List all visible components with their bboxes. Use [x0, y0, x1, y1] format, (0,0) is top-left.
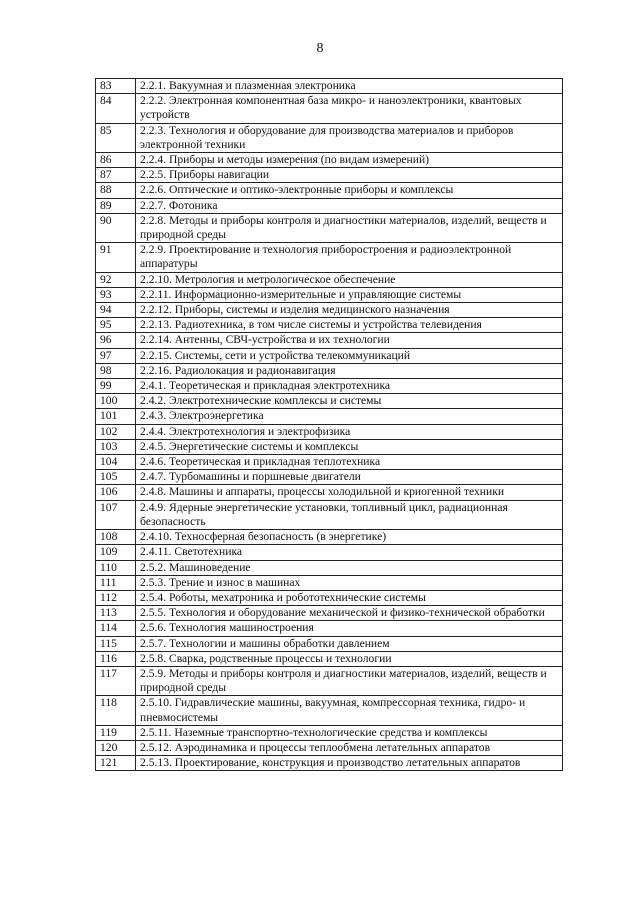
row-number: 107: [96, 500, 136, 529]
row-number: 114: [96, 621, 136, 636]
table-row: [96, 725, 563, 740]
specialty-name: 2.4.8. Машины и аппараты, процессы холодильной и криогенной техники: [136, 485, 563, 500]
specialty-name: 2.5.4. Роботы, мехатроника и робототехнические системы: [136, 590, 563, 605]
row-number: 106: [96, 485, 136, 500]
table-row: [96, 409, 563, 424]
specialty-name: 2.5.13. Проектирование, конструкция и производство летательных аппаратов: [136, 756, 563, 771]
table-row: [96, 756, 563, 771]
table-row: [96, 439, 563, 454]
table-row: [96, 621, 563, 636]
specialty-name: 2.5.9. Методы и приборы контроля и диагностики материалов, изделий, веществ и природной среды: [136, 666, 563, 695]
row-number: 110: [96, 560, 136, 575]
row-number: 86: [96, 153, 136, 168]
table-row: [96, 651, 563, 666]
row-number: 118: [96, 696, 136, 725]
specialty-name: 2.2.1. Вакуумная и плазменная электроника: [136, 79, 563, 94]
specialty-name: 2.5.6. Технология машиностроения: [136, 621, 563, 636]
row-number: 115: [96, 636, 136, 651]
specialty-name: 2.5.11. Наземные транспортно-технологические средства и комплексы: [136, 725, 563, 740]
table-row: [96, 318, 563, 333]
table-row: [96, 530, 563, 545]
specialty-name: 2.4.4. Электротехнология и электрофизика: [136, 424, 563, 439]
specialty-name: 2.2.15. Системы, сети и устройства телекоммуникаций: [136, 348, 563, 363]
table-row: [96, 333, 563, 348]
specialty-name: 2.4.9. Ядерные энергетические установки, топливный цикл, радиационная безопасность: [136, 500, 563, 529]
row-number: 91: [96, 243, 136, 272]
row-number: 93: [96, 287, 136, 302]
specialty-name: 2.2.12. Приборы, системы и изделия медицинского назначения: [136, 303, 563, 318]
row-number: 95: [96, 318, 136, 333]
table-row: [96, 213, 563, 242]
row-number: 92: [96, 272, 136, 287]
specialty-name: 2.5.12. Аэродинамика и процессы теплообмена летательных аппаратов: [136, 740, 563, 755]
table-row: [96, 272, 563, 287]
row-number: 113: [96, 606, 136, 621]
specialty-name: 2.5.5. Технология и оборудование механической и физико-технической обработки: [136, 606, 563, 621]
row-number: 108: [96, 530, 136, 545]
row-number: 83: [96, 79, 136, 94]
specialty-name: 2.5.2. Машиноведение: [136, 560, 563, 575]
specialties-table-body: [96, 79, 563, 771]
specialty-name: 2.2.8. Методы и приборы контроля и диагностики материалов, изделий, веществ и природной среды: [136, 213, 563, 242]
row-number: 98: [96, 363, 136, 378]
table-row: [96, 470, 563, 485]
specialty-name: 2.2.6. Оптические и оптико-электронные приборы и комплексы: [136, 183, 563, 198]
table-row: [96, 79, 563, 94]
row-number: 88: [96, 183, 136, 198]
table-row: [96, 168, 563, 183]
specialty-name: 2.5.8. Сварка, родственные процессы и технологии: [136, 651, 563, 666]
row-number: 109: [96, 545, 136, 560]
row-number: 90: [96, 213, 136, 242]
table-row: [96, 636, 563, 651]
row-number: 85: [96, 123, 136, 152]
table-row: [96, 379, 563, 394]
table-row: [96, 485, 563, 500]
specialty-name: 2.2.2. Электронная компонентная база микро- и наноэлектроники, квантовых устройств: [136, 94, 563, 123]
specialty-name: 2.4.6. Теоретическая и прикладная теплотехника: [136, 455, 563, 470]
table-row: [96, 183, 563, 198]
specialty-name: 2.2.7. Фотоника: [136, 198, 563, 213]
table-row: [96, 500, 563, 529]
row-number: 100: [96, 394, 136, 409]
specialty-name: 2.5.7. Технологии и машины обработки давлением: [136, 636, 563, 651]
page-number: 8: [316, 41, 324, 56]
specialty-name: 2.2.14. Антенны, СВЧ-устройства и их технологии: [136, 333, 563, 348]
row-number: 101: [96, 409, 136, 424]
table-row: [96, 94, 563, 123]
specialty-name: 2.4.1. Теоретическая и прикладная электротехника: [136, 379, 563, 394]
specialty-name: 2.2.5. Приборы навигации: [136, 168, 563, 183]
row-number: 112: [96, 590, 136, 605]
row-number: 84: [96, 94, 136, 123]
row-number: 121: [96, 756, 136, 771]
row-number: 99: [96, 379, 136, 394]
row-number: 94: [96, 303, 136, 318]
row-number: 119: [96, 725, 136, 740]
table-row: [96, 243, 563, 272]
specialty-name: 2.4.11. Светотехника: [136, 545, 563, 560]
table-row: [96, 696, 563, 725]
specialties-table: [95, 78, 563, 771]
specialty-name: 2.4.7. Турбомашины и поршневые двигатели: [136, 470, 563, 485]
table-row: [96, 740, 563, 755]
specialty-name: 2.4.3. Электроэнергетика: [136, 409, 563, 424]
table-row: [96, 303, 563, 318]
specialty-name: 2.5.10. Гидравлические машины, вакуумная, компрессорная техника, гидро- и пневмосистемы: [136, 696, 563, 725]
row-number: 102: [96, 424, 136, 439]
row-number: 97: [96, 348, 136, 363]
table-row: [96, 666, 563, 695]
table-row: [96, 606, 563, 621]
row-number: 120: [96, 740, 136, 755]
table-row: [96, 455, 563, 470]
specialty-name: 2.4.2. Электротехнические комплексы и системы: [136, 394, 563, 409]
row-number: 103: [96, 439, 136, 454]
row-number: 87: [96, 168, 136, 183]
table-row: [96, 153, 563, 168]
table-row: [96, 560, 563, 575]
table-row: [96, 545, 563, 560]
specialty-name: 2.2.11. Информационно-измерительные и управляющие системы: [136, 287, 563, 302]
row-number: 116: [96, 651, 136, 666]
table-row: [96, 348, 563, 363]
row-number: 89: [96, 198, 136, 213]
specialty-name: 2.2.13. Радиотехника, в том числе системы и устройства телевидения: [136, 318, 563, 333]
table-row: [96, 394, 563, 409]
row-number: 105: [96, 470, 136, 485]
specialty-name: 2.2.10. Метрология и метрологическое обеспечение: [136, 272, 563, 287]
table-row: [96, 363, 563, 378]
specialty-name: 2.2.16. Радиолокация и радионавигация: [136, 363, 563, 378]
row-number: 117: [96, 666, 136, 695]
table-row: [96, 424, 563, 439]
row-number: 96: [96, 333, 136, 348]
row-number: 111: [96, 575, 136, 590]
table-row: [96, 287, 563, 302]
specialty-name: 2.4.10. Техносферная безопасность (в энергетике): [136, 530, 563, 545]
specialty-name: 2.2.3. Технология и оборудование для производства материалов и приборов электронной техники: [136, 123, 563, 152]
table-row: [96, 590, 563, 605]
row-number: 104: [96, 455, 136, 470]
specialty-name: 2.2.4. Приборы и методы измерения (по видам измерений): [136, 153, 563, 168]
table-row: [96, 575, 563, 590]
table-row: [96, 198, 563, 213]
table-row: [96, 123, 563, 152]
specialty-name: 2.5.3. Трение и износ в машинах: [136, 575, 563, 590]
specialty-name: 2.2.9. Проектирование и технология приборостроения и радиоэлектронной аппаратуры: [136, 243, 563, 272]
specialty-name: 2.4.5. Энергетические системы и комплексы: [136, 439, 563, 454]
